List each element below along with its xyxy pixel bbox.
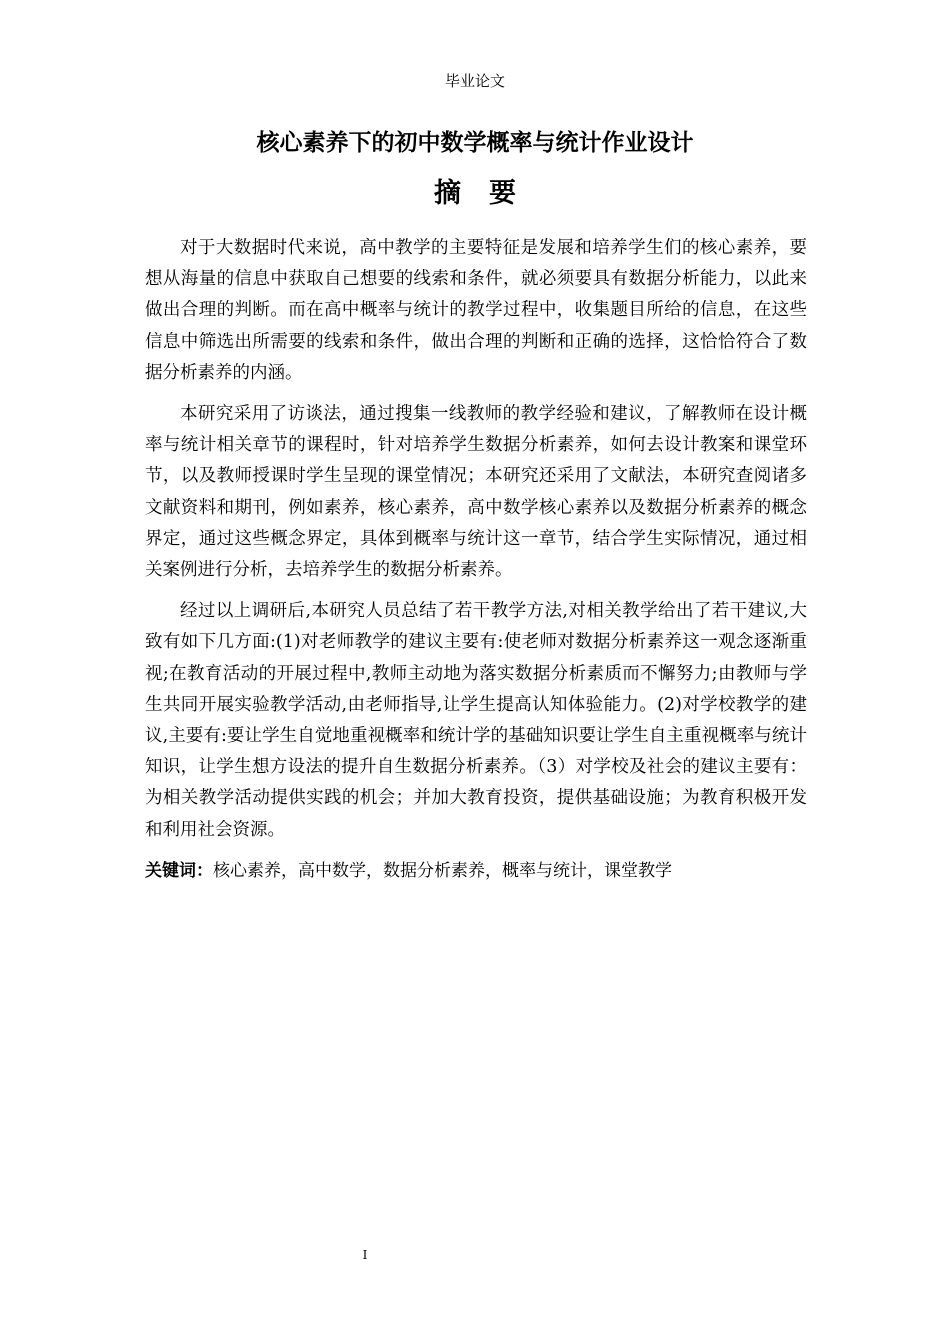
keywords-label: 关键词：: [145, 860, 213, 881]
thesis-title: 核心素养下的初中数学概率与统计作业设计: [256, 130, 694, 156]
abstract-paragraph-3: 经过以上调研后,本研究人员总结了若干教学方法,对相关教学给出了若干建议,大致有如下几方面:(1)对老师教学的建议主要有:使老师对数据分析素养这一观念逐渐重视;在教育活动的开展过程中,教师主动地为落实数据分析素质而不懈努力;由教师与学生共同开展实验教学活动,由老师指导,让学生提高认知体验能力。(2)对学校教学的建议,主要有:要让学生自觉地重视概率和统计学的基础知识要让学生自主重视概率与统计知识，让学生想方设法的提升自生数据分析素养。（3）对学校及社会的建议主要有：为相关教学活动提供实践的机会；并加大教育投资，提供基础设施；为教育积极开发和利用社会资源。: [145, 601, 807, 840]
abstract-heading: 摘要: [434, 178, 544, 209]
keywords-line: [145, 856, 807, 886]
abstract-body: [145, 233, 807, 886]
page-number: I: [362, 1248, 368, 1262]
running-header: 毕业论文: [444, 72, 505, 90]
abstract-paragraph-1: 对于大数据时代来说，高中教学的主要特征是发展和培养学生们的核心素养，要想从海量的信息中获取自己想要的线索和条件，就必须要具有数据分析能力，以此来做出合理的判断。而在高中概率与统计的教学过程中，收集题目所给的信息，在这些信息中筛选出所需要的线索和条件，做出合理的判断和正确的选择，这恰恰符合了数据分析素养的内涵。: [145, 238, 807, 383]
keywords-list: 核心素养，高中数学，数据分析素养，概率与统计，课堂教学: [213, 860, 672, 881]
abstract-paragraph-2: 本研究采用了访谈法，通过搜集一线教师的教学经验和建议，了解教师在设计概率与统计相关章节的课程时，针对培养学生数据分析素养，如何去设计教案和课堂环节，以及教师授课时学生呈现的课堂情况；本研究还采用了文献法，本研究查阅诸多文献资料和期刊，例如素养，核心素养，高中数学核心素养以及数据分析素养的概念界定，通过这些概念界定，具体到概率与统计这一章节，结合学生实际情况，通过相关案例进行分析，去培养学生的数据分析素养。: [145, 404, 807, 581]
